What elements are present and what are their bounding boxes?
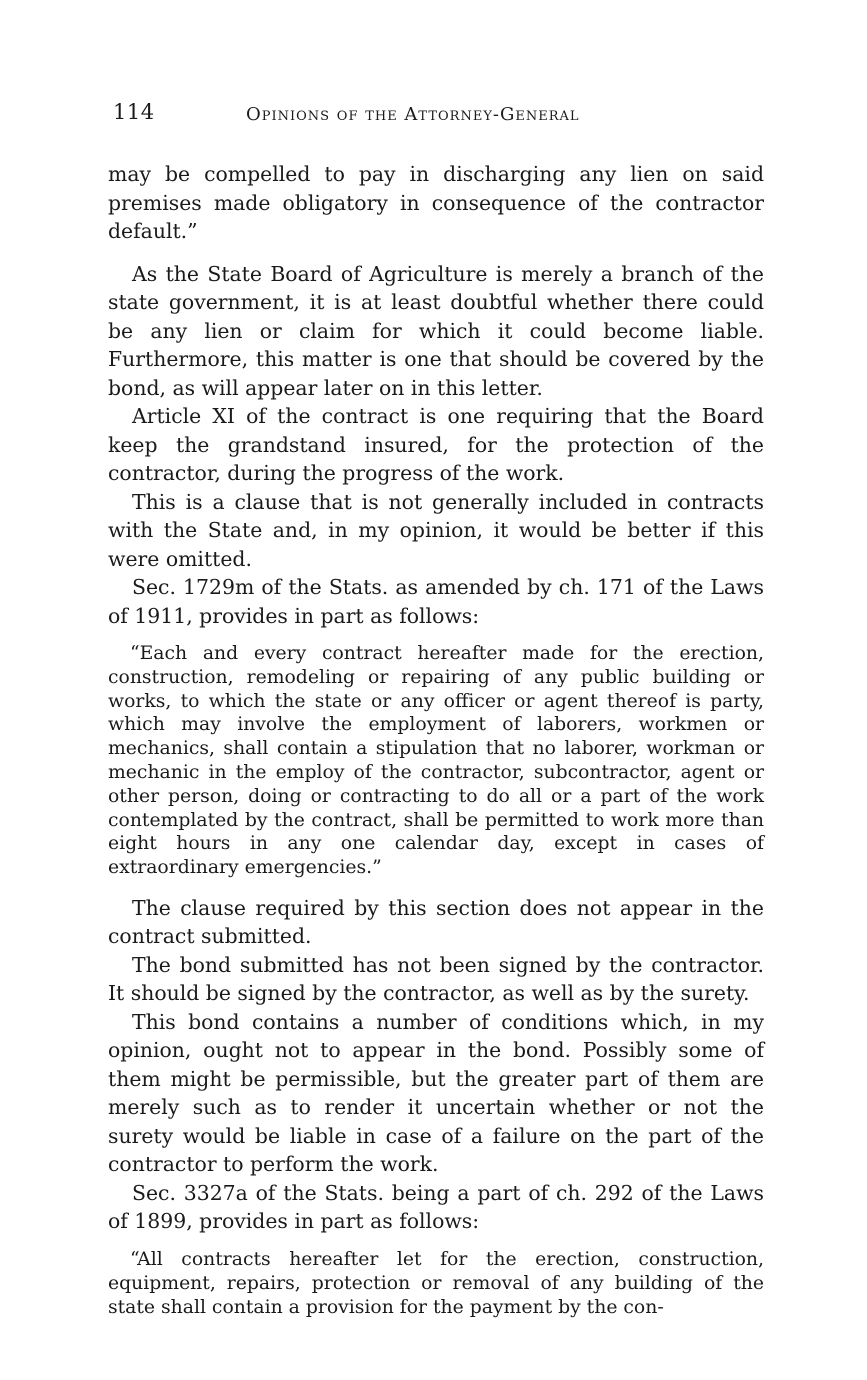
quote-all-contracts: “All contracts hereafter let for the erection, construction, equipment, repairs, protection or removal of any building of the state shall contain a provision for the payment by the con-: [108, 1248, 764, 1318]
page-number: 114: [113, 100, 155, 124]
paragraph-state-board: As the State Board of Agriculture is merely a branch of the state government, it is at least doubtful whether there could be any lien or claim for which it could become liable. Furthermore, this matter is one that should be covered by the bond, as will appear later on in this letter.: [108, 261, 764, 400]
paragraph-sec-3327a: Sec. 3327a of the Stats. being a part of ch. 292 of the Laws of 1899, provides in part as follows:: [108, 1180, 764, 1234]
paragraph-bond-unsigned: The bond submitted has not been signed by the contractor. It should be signed by the contractor, as well as by the surety.: [108, 952, 764, 1006]
body-text: [108, 160, 764, 1319]
paragraph-clause-missing: The clause required by this section does not appear in the contract submitted.: [108, 895, 764, 949]
paragraph-bond-conditions: This bond contains a number of conditions which, in my opinion, ought not to appear in the bond. Possibly some of them might be permissible, but the greater part of them are merely such as to render it uncertain whether or not the surety would be liable in case of a failure on the part of the contractor to perform the work.: [108, 1009, 764, 1177]
quote-eight-hours: “Each and every contract hereafter made for the erection, construction, remodeling or repairing of any public building or works, to which the state or any officer or agent thereof is party, which may involve the employment of laborers, workmen or mechanics, shall contain a stipulation that no laborer, workman or mechanic in the employ of the contractor, subcontractor, agent or other person, doing or contracting to do all or a part of the work contemplated by the contract, shall be permitted to work more than eight hours in any one calendar day, except in cases of extraordinary emergencies.”: [108, 643, 764, 879]
paragraph-article-xi: Article XI of the contract is one requiring that the Board keep the grandstand insured, for the protection of the contractor, during the progress of the work.: [108, 404, 764, 485]
paragraph-sec-1729m: Sec. 1729m of the Stats. as amended by ch. 171 of the Laws of 1911, provides in part as follows:: [108, 575, 764, 628]
paragraph-continuation: may be compelled to pay in discharging any lien on said premises made obligatory in consequence of the contractor default.”: [108, 162, 764, 243]
page-header: [113, 100, 633, 132]
running-title: Opinions of the Attorney-General: [246, 104, 580, 125]
paragraph-clause-omitted: This is a clause that is not generally included in contracts with the State and, in my opinion, it would be better if this were omitted.: [108, 489, 764, 571]
